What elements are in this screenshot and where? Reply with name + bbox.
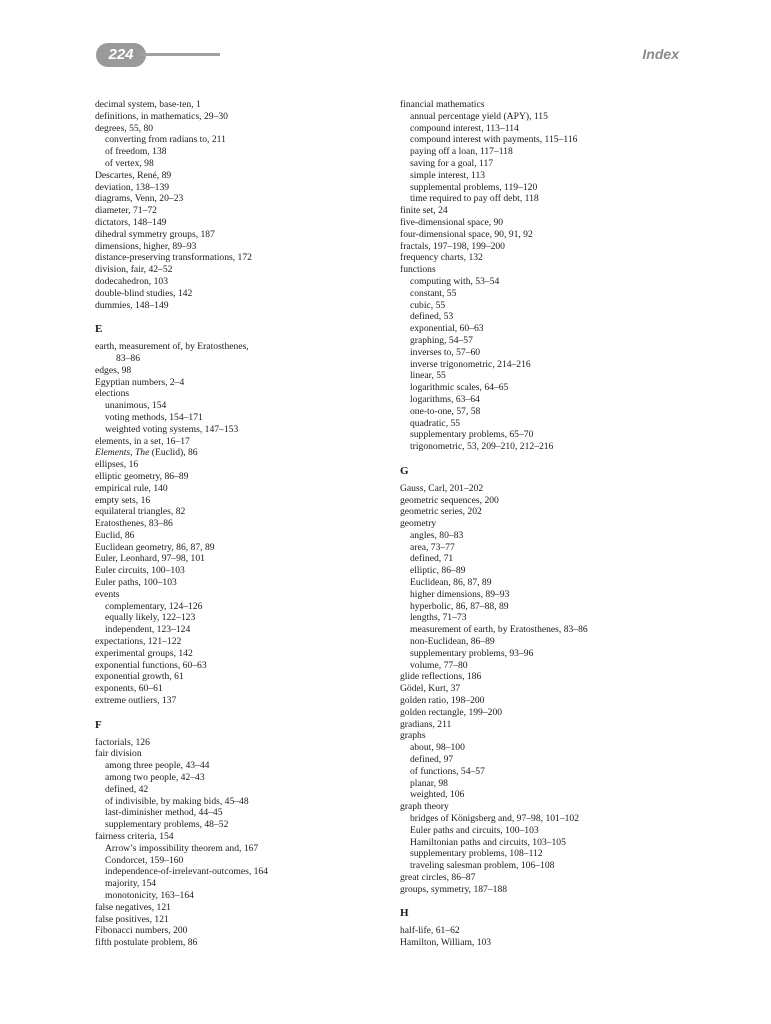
section-letter-e: E xyxy=(95,323,103,336)
index-entry: financial mathematics xyxy=(400,99,485,110)
index-entry: empty sets, 16 xyxy=(95,494,151,506)
index-entry: division, fair, 42–52 xyxy=(95,264,173,276)
index-subentry: constant, 55 xyxy=(410,287,457,299)
index-entry: four-dimensional space, 90, 91, 92 xyxy=(400,228,533,240)
index-subentry: quadratic, 55 xyxy=(410,417,461,429)
index-subentry: Hamiltonian paths and circuits, 103–105 xyxy=(410,836,566,848)
index-subentry: complementary, 124–126 xyxy=(105,600,203,612)
index-entry: double-blind studies, 142 xyxy=(95,287,193,299)
index-subentry: supplementary problems, 108–112 xyxy=(410,848,543,860)
index-subentry: time required to pay off debt, 118 xyxy=(410,193,539,205)
index-subentry: equally likely, 122–123 xyxy=(105,612,196,624)
index-subentry: non-Euclidean, 86–89 xyxy=(410,636,495,648)
index-entry: geometry xyxy=(400,518,437,530)
index-entry: dummies, 148–149 xyxy=(95,299,169,311)
index-subentry: saving for a goal, 117 xyxy=(410,157,494,169)
index-subentry: majority, 154 xyxy=(105,878,157,890)
index-entry-title: Elements, The xyxy=(95,447,150,459)
index-subentry: annual percentage yield (APY), 115 xyxy=(410,110,548,122)
index-entry: exponents, 60–61 xyxy=(95,683,163,695)
index-subentry: voting methods, 154–171 xyxy=(105,411,203,423)
index-subentry: hyperbolic, 86, 87–88, 89 xyxy=(410,600,509,612)
index-entry-pages: (Euclid), 86 xyxy=(149,447,198,459)
index-entry: great circles, 86–87 xyxy=(400,872,476,883)
index-subentry: logarithms, 63–64 xyxy=(410,393,480,405)
index-subentry: Condorcet, 159–160 xyxy=(105,854,184,866)
index-column-right xyxy=(400,99,700,949)
section-letter-g: G xyxy=(400,464,409,477)
index-subentry: defined, 42 xyxy=(105,783,149,795)
index-subentry: Euclidean, 86, 87, 89 xyxy=(410,577,492,589)
index-entry: edges, 98 xyxy=(95,364,132,376)
index-subentry: exponential, 60–63 xyxy=(410,323,484,335)
index-subentry: Euler paths and circuits, 100–103 xyxy=(410,824,539,836)
index-subentry: computing with, 53–54 xyxy=(410,275,500,287)
index-subentry: about, 98–100 xyxy=(410,742,465,754)
index-entry: golden rectangle, 199–200 xyxy=(400,706,503,718)
index-entry: half-life, 61–62 xyxy=(400,925,460,937)
index-subentry: inverse trigonometric, 214–216 xyxy=(410,358,531,370)
index-entry: Euler paths, 100–103 xyxy=(95,577,177,589)
index-subentry: Arrow’s impossibility theorem and, 167 xyxy=(105,842,259,854)
index-entry: groups, symmetry, 187–188 xyxy=(400,883,508,895)
index-entry: elections xyxy=(95,388,130,400)
index-subentry: simple interest, 113 xyxy=(410,169,486,181)
index-subentry: compound interest, 113–114 xyxy=(410,122,519,134)
index-entry: exponential growth, 61 xyxy=(95,671,184,683)
index-entry: distance-preserving transformations, 172 xyxy=(95,252,252,264)
index-entry: dimensions, higher, 89–93 xyxy=(95,240,197,252)
index-entry: experimental groups, 142 xyxy=(95,647,193,659)
index-entry: graph theory xyxy=(400,801,449,813)
index-entry: Euler, Leonhard, 97–98, 101 xyxy=(95,553,205,565)
index-entry: extreme outliers, 137 xyxy=(95,695,177,707)
index-entry: false positives, 121 xyxy=(95,913,169,925)
index-entry: Egyptian numbers, 2–4 xyxy=(95,376,185,388)
index-subentry: inverses to, 57–60 xyxy=(410,346,481,358)
header-rule xyxy=(140,53,220,56)
index-entry: elements, in a set, 16–17 xyxy=(95,435,190,447)
index-subentry: monotonicity, 163–164 xyxy=(105,890,194,901)
index-subentry: area, 73–77 xyxy=(410,541,455,553)
index-entry: Euler circuits, 100–103 xyxy=(95,565,185,577)
index-entry: equilateral triangles, 82 xyxy=(95,506,186,518)
index-entry: earth, measurement of, by Eratosthenes, xyxy=(95,341,249,353)
index-entry: ellipses, 16 xyxy=(95,459,139,471)
index-entry: false negatives, 121 xyxy=(95,901,171,913)
index-entry: Fibonacci numbers, 200 xyxy=(95,925,188,937)
index-entry: definitions, in mathematics, 29–30 xyxy=(95,110,228,122)
index-entry: golden ratio, 198–200 xyxy=(400,695,485,707)
index-subentry: angles, 80–83 xyxy=(410,529,464,541)
index-entry: five-dimensional space, 90 xyxy=(400,216,504,228)
index-entry: exponential functions, 60–63 xyxy=(95,659,207,671)
index-entry: geometric sequences, 200 xyxy=(400,494,499,506)
section-letter-h: H xyxy=(400,907,409,920)
index-entry: gradians, 211 xyxy=(400,718,452,730)
index-entry: decimal system, base-ten, 1 xyxy=(95,99,201,110)
index-entry-continuation: 83–86 xyxy=(116,352,140,364)
index-entry: geometric series, 202 xyxy=(400,506,482,518)
index-entry: Gödel, Kurt, 37 xyxy=(400,683,461,695)
index-entry: dictators, 148–149 xyxy=(95,216,167,228)
index-entry: fifth postulate problem, 86 xyxy=(95,937,198,949)
page-header xyxy=(0,0,771,80)
index-entry: Gauss, Carl, 201–202 xyxy=(400,482,484,494)
index-entry: dihedral symmetry groups, 187 xyxy=(95,228,215,240)
index-subentry: traveling salesman problem, 106–108 xyxy=(410,860,555,872)
index-subentry: volume, 77–80 xyxy=(410,659,468,671)
index-entry: Descartes, René, 89 xyxy=(95,169,172,181)
index-subentry: among three people, 43–44 xyxy=(105,760,210,772)
index-subentry: cubic, 55 xyxy=(410,299,446,311)
index-subentry: independence-of-irrelevant-outcomes, 164 xyxy=(105,866,269,878)
index-subentry: trigonometric, 53, 209–210, 212–216 xyxy=(410,441,554,453)
index-subentry: last-diminisher method, 44–45 xyxy=(105,807,223,819)
index-subentry: weighted, 106 xyxy=(410,789,465,801)
index-subentry: defined, 71 xyxy=(410,553,454,565)
index-subentry: defined, 97 xyxy=(410,754,454,766)
index-subentry: unanimous, 154 xyxy=(105,400,167,412)
index-entry: diameter, 71–72 xyxy=(95,205,157,217)
index-entry: functions xyxy=(400,264,436,276)
index-entry: Eratosthenes, 83–86 xyxy=(95,518,173,530)
index-subentry: converting from radians to, 211 xyxy=(105,134,226,146)
index-entry: Euclid, 86 xyxy=(95,529,135,541)
index-entry: events xyxy=(95,588,120,600)
index-entry: Euclidean geometry, 86, 87, 89 xyxy=(95,541,215,553)
index-subentry: of functions, 54–57 xyxy=(410,765,485,777)
index-subentry: supplementary problems, 65–70 xyxy=(410,429,534,441)
index-entry: graphs xyxy=(400,730,426,742)
index-entry: Hamilton, William, 103 xyxy=(400,937,492,949)
index-subentry: measurement of earth, by Eratosthenes, 83–86 xyxy=(410,624,588,636)
index-subentry: higher dimensions, 89–93 xyxy=(410,588,510,600)
index-subentry: linear, 55 xyxy=(410,370,446,382)
index-subentry: independent, 123–124 xyxy=(105,624,191,636)
index-subentry: defined, 53 xyxy=(410,311,454,323)
index-entry xyxy=(95,447,395,459)
index-entry: empirical rule, 140 xyxy=(95,482,168,494)
index-subentry: of indivisible, by making bids, 45–48 xyxy=(105,795,249,807)
index-entry: elliptic geometry, 86–89 xyxy=(95,470,189,482)
index-entry: finite set, 24 xyxy=(400,205,448,217)
index-subentry: supplemental problems, 119–120 xyxy=(410,181,538,193)
index-subentry: graphing, 54–57 xyxy=(410,334,473,346)
index-subentry: of freedom, 138 xyxy=(105,146,167,158)
index-entry: deviation, 138–139 xyxy=(95,181,170,193)
index-subentry: lengths, 71–73 xyxy=(410,612,467,624)
index-column-left xyxy=(95,99,395,949)
index-subentry: bridges of Königsberg and, 97–98, 101–102 xyxy=(410,813,580,825)
section-title: Index xyxy=(642,46,679,62)
index-entry: fairness criteria, 154 xyxy=(95,831,174,843)
index-subentry: paying off a loan, 117–118 xyxy=(410,146,513,158)
index-entry: dodecahedron, 103 xyxy=(95,275,168,287)
index-subentry: supplementary problems, 93–96 xyxy=(410,647,534,659)
index-subentry: compound interest with payments, 115–116 xyxy=(410,134,578,146)
index-subentry: planar, 98 xyxy=(410,777,448,789)
index-entry: frequency charts, 132 xyxy=(400,252,483,264)
page-number-badge: 224 xyxy=(96,43,146,67)
index-subentry: logarithmic scales, 64–65 xyxy=(410,382,509,394)
index-entry: expectations, 121–122 xyxy=(95,636,182,648)
section-letter-f: F xyxy=(95,718,102,731)
index-entry: fair division xyxy=(95,748,142,760)
index-entry: fractals, 197–198, 199–200 xyxy=(400,240,505,252)
index-subentry: among two people, 42–43 xyxy=(105,772,205,784)
index-subentry: one-to-one, 57, 58 xyxy=(410,405,481,417)
index-entry: glide reflections, 186 xyxy=(400,671,482,683)
index-subentry: elliptic, 86–89 xyxy=(410,565,466,577)
index-subentry: weighted voting systems, 147–153 xyxy=(105,423,239,435)
index-entry: factorials, 126 xyxy=(95,736,150,748)
index-subentry: of vertex, 98 xyxy=(105,157,154,169)
index-subentry: supplementary problems, 48–52 xyxy=(105,819,229,831)
index-entry: diagrams, Venn, 20–23 xyxy=(95,193,184,205)
index-entry: degrees, 55, 80 xyxy=(95,122,154,134)
